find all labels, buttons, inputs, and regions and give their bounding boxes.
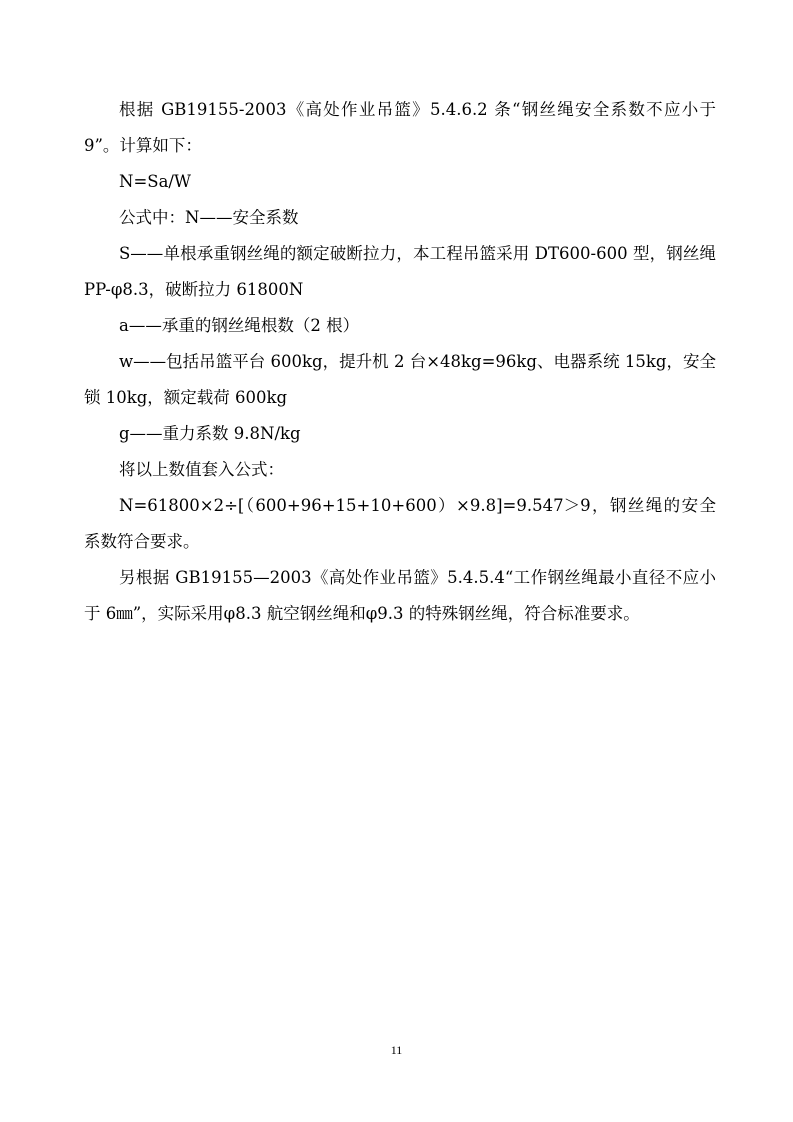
paragraph-substitution-intro: 将以上数值套入公式： [119,460,284,479]
paragraph-formula-legend-n: 公式中：N——安全系数 [119,208,299,227]
paragraph-formula: N=Sa/W [119,172,191,191]
document-body [84,92,716,632]
paragraph-formula-legend-a: a——承重的钢丝绳根数（2 根） [119,316,360,335]
paragraph-diameter-check: 另根据 GB19155—2003《高处作业吊篮》5.4.5.4“工作钢丝绳最小直径不应小于 6㎜”，实际采用φ8.3 航空钢丝绳和φ9.3 的特殊钢丝绳，符合标准要求。 [84,568,716,623]
paragraph-calculation-result: N=61800×2÷[（600+96+15+10+600）×9.8]=9.547＞9，钢丝绳的安全系数符合要求。 [84,496,716,551]
paragraph-formula-legend-w: w——包括吊篮平台 600kg，提升机 2 台×48kg=96kg、电器系统 15kg，安全锁 10kg，额定载荷 600kg [84,352,716,407]
page-number: 11 [390,1043,403,1057]
paragraph-formula-legend-s: S——单根承重钢丝绳的额定破断拉力，本工程吊篮采用 DT600-600 型，钢丝绳 PP-φ8.3，破断拉力 61800N [84,244,716,299]
paragraph-formula-legend-g: g——重力系数 9.8N/kg [119,424,301,443]
paragraph-standard-reference: 根据 GB19155-2003《高处作业吊篮》5.4.6.2 条“钢丝绳安全系数不应小于 9”。计算如下： [84,100,716,155]
